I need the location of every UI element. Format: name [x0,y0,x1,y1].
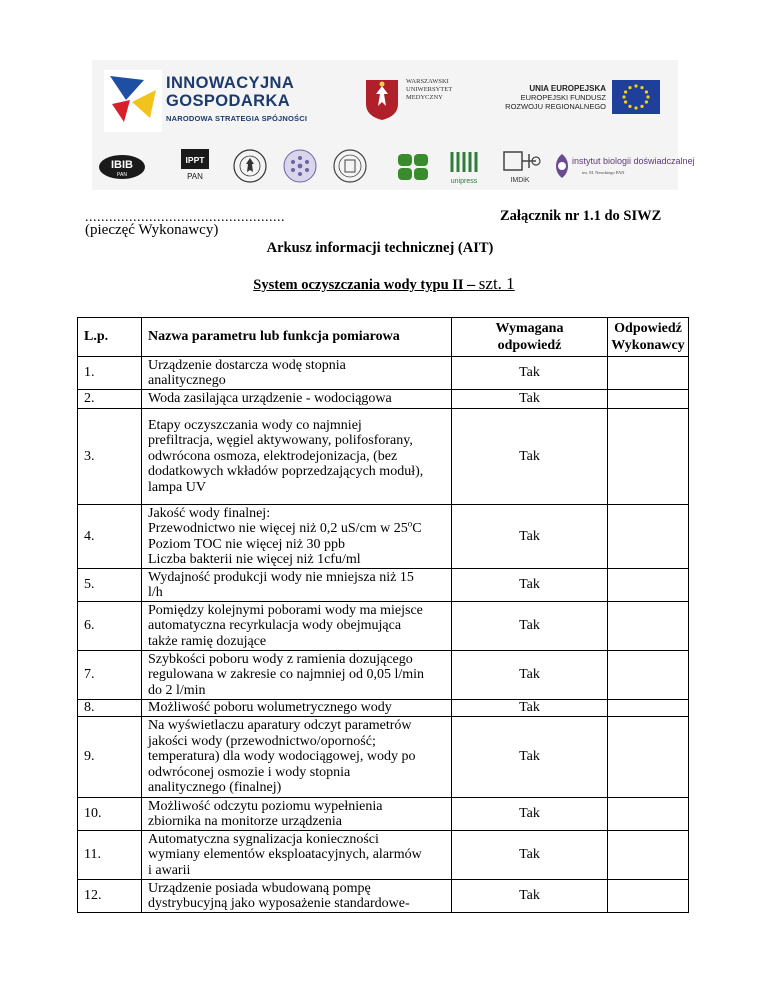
parameter-name [142,409,452,505]
parameter-line [148,765,447,781]
row-number: 7. [78,651,142,700]
parameter-line-text: Etapy oczyszczania wody co najmniej [148,417,362,433]
stamp-placeholder-dots: .................................................. [85,210,285,225]
row-number: 11. [78,831,142,880]
green-institute-logo-icon [396,150,430,182]
required-answer: Tak [452,357,608,390]
table-row [78,880,689,913]
contractor-response-field[interactable] [608,357,689,390]
logo-band [92,60,695,190]
annex-label: Załącznik nr 1.1 do SIWZ [500,208,662,224]
parameter-line-text: temperatura) dla wody wodociągowej, wody po [148,749,416,765]
parameter-line [148,373,447,389]
unipress-logo [446,148,482,186]
ibib-pan-logo [98,154,146,180]
header-contractor-response [608,318,689,357]
ippt-text: IPPT [185,155,205,165]
table-body [78,357,689,913]
parameter-line [148,634,447,650]
row-number: 3. [78,409,142,505]
wum-eagle-seal-icon [362,76,402,122]
row-number: 12. [78,880,142,913]
parameter-line [148,585,447,601]
document-title [0,240,768,257]
parameter-name [142,602,452,651]
parameter-line-text: Przewodnictwo nie więcej niż 0,2 uS/cm w 25 [148,521,408,536]
imdik-logo [496,148,546,188]
parameter-name [142,390,452,409]
parameter-name [142,700,452,717]
parameter-line-text: Urządzenie posiada wbudowaną pompę [148,880,371,896]
header-required-answer [452,318,608,357]
logo-text-line: WARSZAWSKI [406,78,449,85]
logo-text-line: GOSPODARKA [166,92,291,110]
parameter-name [142,717,452,798]
eu-flag-icon [612,80,660,114]
parameter-name [142,651,452,700]
table-row [78,651,689,700]
table-row [78,409,689,505]
degree-superscript: o [407,518,413,529]
parameter-line [148,506,447,522]
parameter-name [142,798,452,831]
parameter-line-text: odwróconej osmozie i wody stopnia [148,764,351,780]
parameter-line [148,603,447,619]
parameter-line [148,700,447,716]
table-row [78,700,689,717]
parameter-line [148,847,447,863]
institute-seal-icon [282,148,318,184]
contractor-response-field[interactable] [608,798,689,831]
logo-text-line: UNIWERSYTET [406,86,453,93]
table-row [78,569,689,602]
parameter-line-text: Poziom TOC nie więcej niż 30 ppb [148,536,346,552]
row-number: 5. [78,569,142,602]
parameter-line-text: Urządzenie dostarcza wodę stopnia [148,357,346,373]
contractor-response-field[interactable] [608,569,689,602]
parameter-line [148,652,447,668]
parameter-name [142,880,452,913]
parameter-line-text: Pomiędzy kolejnymi poborami wody ma miejsce [148,602,423,618]
table-row [78,390,689,409]
parameter-line-text: Szybkości poboru wody z ramienia dozującego [148,651,413,667]
parameter-name [142,569,452,602]
header-lp: L.p. [78,318,142,357]
parameter-line [148,749,447,765]
header-line: Wykonawcy [611,338,685,353]
parameter-line [148,358,447,374]
row-number: 6. [78,602,142,651]
innowacyjna-gospodarka-logo [166,74,307,123]
header-parameter-name: Nazwa parametru lub funkcja pomiarowa [142,318,452,357]
parameter-line [148,718,447,734]
required-answer: Tak [452,717,608,798]
contractor-response-field[interactable] [608,409,689,505]
ippt-pan-text: PAN [187,172,203,181]
required-answer: Tak [452,602,608,651]
logo-text-line: NARODOWA STRATEGIA SPÓJNOŚCI [166,114,308,123]
required-answer: Tak [452,390,608,409]
required-answer: Tak [452,700,608,717]
parameter-line [148,780,447,796]
temperature-unit: C [412,521,422,536]
university-warsaw-seal-icon [232,148,268,184]
parameter-line [148,391,447,407]
logo-text-line: ROZWOJU REGIONALNEGO [505,102,606,111]
parameter-line-text: i awarii [148,862,191,878]
required-answer: Tak [452,880,608,913]
parameter-line-text: zbiornika na monitorze urządzenia [148,814,342,829]
parameter-line-text: Możliwość poboru wolumetrycznego wody [148,700,392,716]
header-line: Wymagana [495,321,564,336]
parameter-name [142,357,452,390]
header-line: odpowiedź [497,338,562,353]
row-number: 9. [78,717,142,798]
table-row [78,831,689,880]
parameter-line [148,832,447,848]
instytut-biologii-subtext: im. M. Nenckiego PAN [582,170,625,175]
parameter-line [148,734,447,750]
table-row [78,798,689,831]
table-row [78,357,689,390]
system-quantity: szt. 1 [478,274,515,293]
parameter-line-text: Na wyświetlaczu aparatury odczyt parametrów [148,718,412,734]
parameter-line [148,896,447,912]
logo-text-line: MEDYCZNY [406,94,443,101]
parameter-line-text: do 2 l/min [148,682,206,698]
required-answer: Tak [452,651,608,700]
required-answer: Tak [452,569,608,602]
parameter-line [148,552,447,568]
academy-seal-icon [332,148,368,184]
eu-logo-text [496,84,606,111]
parameter-line [148,570,447,586]
contractor-response-field[interactable] [608,390,689,409]
logo-text-line: INNOWACYJNA [166,74,295,92]
parameter-line-text: analitycznego (finalnej) [148,780,282,796]
document-title-text: Arkusz informacji technicznej (AIT) [266,240,494,256]
parameter-line [148,464,447,480]
parameter-line [148,618,447,634]
parameter-name [142,505,452,569]
parameter-line-text: Liczba bakterii nie więcej niż 1cfu/ml [148,552,361,567]
parameter-line-text: prefiltracja, węgiel aktywowany, polifosforany, [148,433,413,449]
required-answer: Tak [452,831,608,880]
contractor-response-field[interactable] [608,651,689,700]
required-answer: Tak [452,409,608,505]
logo-text-line: UNIA EUROPEJSKA [529,84,606,93]
parameter-line [148,683,447,699]
parameter-line [148,449,447,465]
parameter-line-text: automatyczna recyrkulacja wody obejmująca [148,618,402,634]
parameter-line-text: Wydajność produkcji wody nie mniejsza niż 15 [148,569,414,585]
parameter-line-text: odwrócona osmoza, elektrodejonizacja, (bez [148,448,398,464]
row-number: 8. [78,700,142,717]
table-row [78,505,689,569]
row-number: 10. [78,798,142,831]
parameter-line [148,881,447,897]
ibib-text: IBIB [111,159,133,171]
parameter-line [148,537,447,553]
parameter-line-text: dystrybucyjną jako wyposażenie standardowe- [148,896,410,911]
parameter-line-text: jakości wody (przewodnictwo/oporność; [148,733,376,749]
required-answer: Tak [452,798,608,831]
instytut-biologii-text: instytut biologii doświadczalnej [572,156,695,166]
row-number: 1. [78,357,142,390]
system-title-text: System oczyszczania wody typu II [253,277,464,293]
parameter-line [148,433,447,449]
parameter-line-text: Automatyczna sygnalizacja konieczności [148,831,379,847]
parameter-line [148,799,447,815]
contractor-response-field[interactable] [608,505,689,569]
partner-logos-row [92,146,695,190]
row-number: 2. [78,390,142,409]
innowacyjna-gospodarka-logo-icon [104,70,162,132]
logo-text-line: EUROPEJSKI FUNDUSZ [520,93,606,102]
parameter-line [148,667,447,683]
technical-spec-table [77,317,689,913]
contractor-response-field[interactable] [608,700,689,717]
contractor-response-field[interactable] [608,717,689,798]
imdik-text: IMDiK [510,177,530,184]
parameter-line-text: analitycznego [148,373,226,388]
parameter-name [142,831,452,880]
table-row [78,602,689,651]
parameter-line-text: Woda zasilająca urządzenie - wodociągowa [148,391,392,407]
parameter-line [148,418,447,434]
table-header-row [78,318,689,357]
parameter-line-text: l/h [148,585,163,600]
parameter-line-text: Możliwość odczytu poziomu wypełnienia [148,798,383,814]
ippt-pan-logo [180,148,210,182]
table-row [78,717,689,798]
contractor-response-field[interactable] [608,831,689,880]
parameter-line-text: wymiany elementów eksploatacyjnych, alarmów [148,847,422,863]
parameter-line-text: lampa UV [148,479,206,495]
stamp-label: (pieczęć Wykonawcy) [85,222,219,238]
wum-logo-text [406,78,452,102]
contractor-response-field[interactable] [608,880,689,913]
unipress-text: unipress [450,178,478,185]
parameter-line-text: Jakość wody finalnej: [148,505,271,521]
parameter-line [148,863,447,879]
required-answer: Tak [452,505,608,569]
parameter-line-text: także ramię dozujące [148,633,267,649]
parameter-line-text: regulowana w zakresie co najmniej od 0,05 l/min [148,667,425,683]
header-line: Odpowiedź [614,321,682,336]
instytut-biologii-mark-icon [550,152,574,180]
ibib-pan-text: PAN [117,172,127,178]
parameter-line [148,480,447,496]
parameter-line [148,814,447,830]
system-title [0,274,768,294]
parameter-line [148,518,447,537]
row-number: 4. [78,505,142,569]
parameter-line-text: dodatkowych wkładów poprzedzających moduł), [148,464,424,480]
contractor-response-field[interactable] [608,602,689,651]
system-title-dash: – [467,276,476,293]
